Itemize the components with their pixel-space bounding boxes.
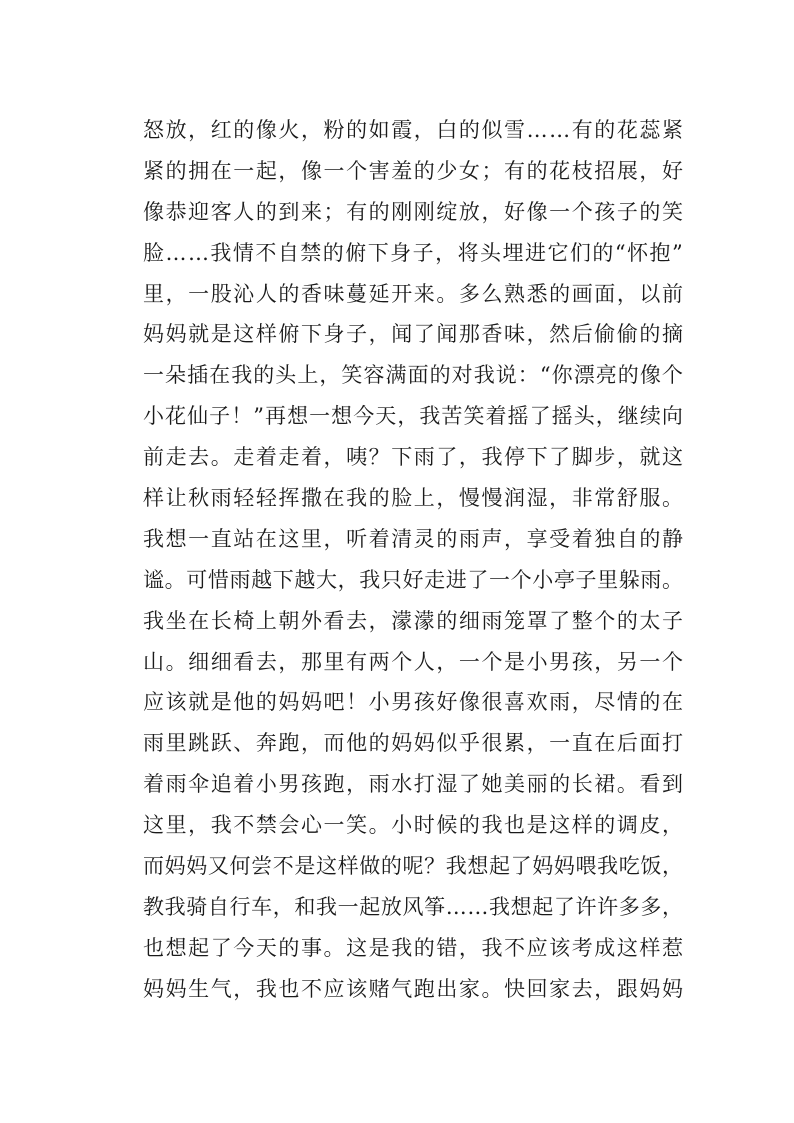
text-line: 也 想 起 了 今 天 的 事 。 这 是 我 的 错 ， 我 不 应 该 考 成 这 样 惹 bbox=[143, 935, 683, 960]
text-line: 脸 … … 我 情 不 自 禁 的 俯 下 身 子 ， 将 头 埋 进 它 们 的 “ 怀 抱 ” bbox=[143, 240, 683, 265]
text-line: 紧 的 拥 在 一 起 ， 像 一 个 害 羞 的 少 女 ； 有 的 花 枝 招 展 ， 好 bbox=[143, 158, 683, 183]
text-line: 教 我 骑 自 行 车 ， 和 我 一 起 放 风 筝 … … 我 想 起 了 许 许 多 多 ， bbox=[143, 894, 683, 919]
text-line: 前 走 去 。 走 着 走 着 ， 咦 ？ 下 雨 了 ， 我 停 下 了 脚 步 ， 就 这 bbox=[143, 445, 683, 470]
text-line: 像 恭 迎 客 人 的 到 来 ； 有 的 刚 刚 绽 放 ， 好 像 一 个 孩 子 的 笑 bbox=[143, 199, 683, 224]
text-line: 怒 放 ， 红 的 像 火 ， 粉 的 如 霞 ， 白 的 似 雪 … … 有 的 花 蕊 紧 bbox=[143, 118, 683, 142]
text-line: 妈 妈 就 是 这 样 俯 下 身 子 ， 闻 了 闻 那 香 味 ， 然 后 偷 偷 的 摘 bbox=[143, 322, 683, 347]
text-line: 应 该 就 是 他 的 妈 妈 吧 ！ 小 男 孩 好 像 很 喜 欢 雨 ， 尽 情 的 在 bbox=[143, 690, 683, 715]
text-line: 我 想 一 直 站 在 这 里 ， 听 着 清 灵 的 雨 声 ， 享 受 着 独 自 的 静 bbox=[143, 526, 683, 551]
text-line: 里 ， 一 股 沁 人 的 香 味 蔓 延 开 来 。 多 么 熟 悉 的 画 面 ， 以 前 bbox=[143, 281, 683, 306]
text-line: 谧 。 可 惜 雨 越 下 越 大 ， 我 只 好 走 进 了 一 个 小 亭 子 里 躲 雨 。 bbox=[143, 567, 683, 592]
text-line: 而 妈 妈 又 何 尝 不 是 这 样 做 的 呢 ？ 我 想 起 了 妈 妈 喂 我 吃 饭 ， bbox=[143, 854, 683, 879]
text-line: 着 雨 伞 追 着 小 男 孩 跑 ， 雨 水 打 湿 了 她 美 丽 的 长 裙 。 看 到 bbox=[143, 772, 683, 797]
body-text bbox=[143, 110, 683, 1010]
text-line: 妈 妈 生 气 ， 我 也 不 应 该 赌 气 跑 出 家 。 快 回 家 去 ， 跟 妈 妈 bbox=[143, 976, 683, 1001]
text-line: 雨 里 跳 跃 、 奔 跑 ， 而 他 的 妈 妈 似 乎 很 累 ， 一 直 在 后 面 打 bbox=[143, 731, 683, 756]
text-line: 这 里 ， 我 不 禁 会 心 一 笑 。 小 时 候 的 我 也 是 这 样 的 调 皮 ， bbox=[143, 813, 683, 838]
text-line: 我 坐 在 长 椅 上 朝 外 看 去 ， 濛 濛 的 细 雨 笼 罩 了 整 个 的 太 子 bbox=[143, 608, 683, 633]
text-line: 样 让 秋 雨 轻 轻 挥 撒 在 我 的 脸 上 ， 慢 慢 润 湿 ， 非 常 舒 服 。 bbox=[143, 486, 683, 511]
text-line: 一 朵 插 在 我 的 头 上 ， 笑 容 满 面 的 对 我 说 ： “ 你 漂 亮 的 像 个 bbox=[143, 363, 683, 388]
text-line: 山 。 细 细 看 去 ， 那 里 有 两 个 人 ， 一 个 是 小 男 孩 ， 另 一 个 bbox=[143, 649, 683, 674]
text-line: 小 花 仙 子 ！ ” 再 想 一 想 今 天 ， 我 苦 笑 着 摇 了 摇 头 ， 继 续 向 bbox=[143, 404, 683, 429]
